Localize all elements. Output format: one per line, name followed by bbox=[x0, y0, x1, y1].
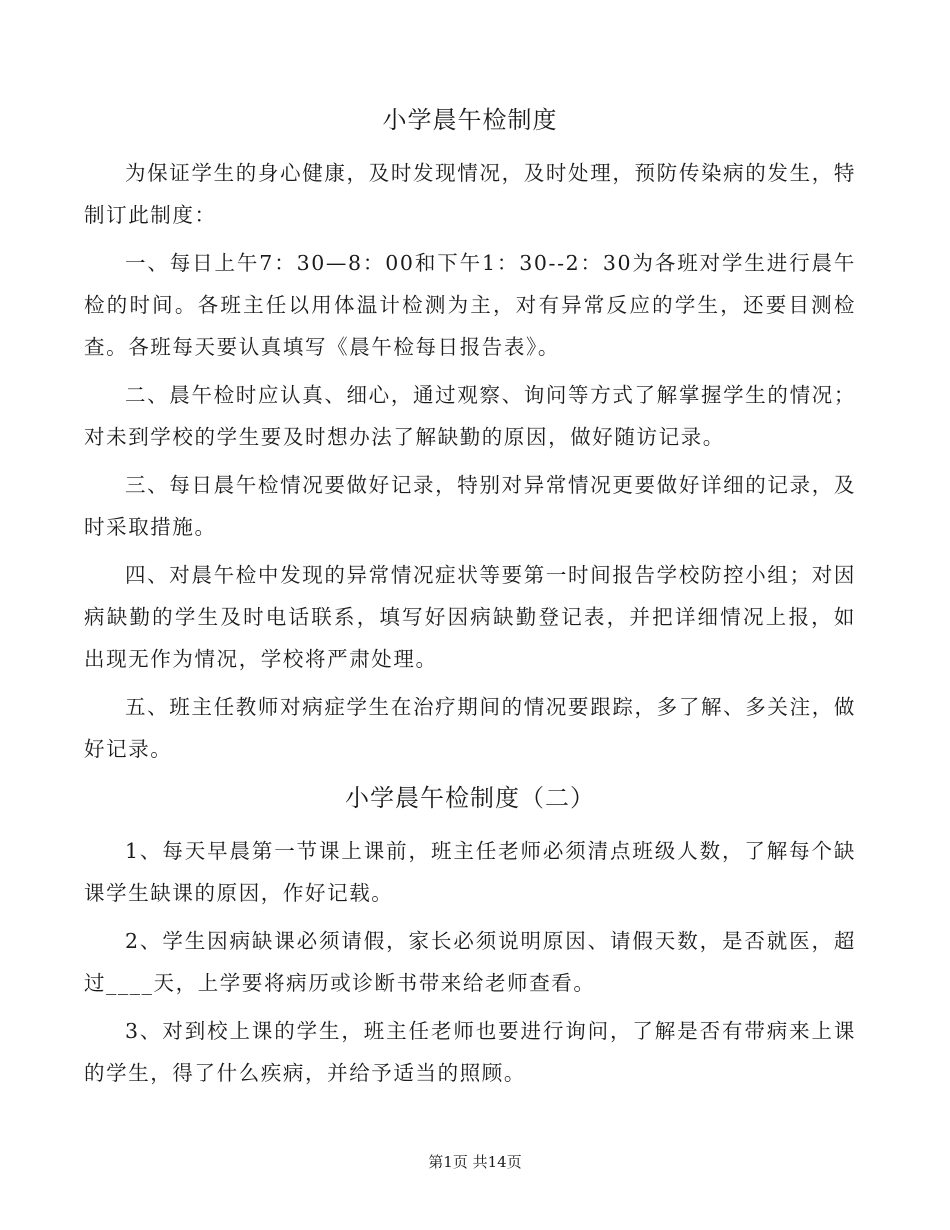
intro-paragraph: 为保证学生的身心健康，及时发现情况，及时处理，预防传染病的发生，特制订此制度： bbox=[84, 161, 856, 227]
rule-item-2: 二、晨午检时应认真、细心，通过观察、询问等方式了解掌握学生的情况；对未到学校的学生要及时想办法了解缺勤的原因，做好随访记录。 bbox=[84, 383, 856, 449]
rule-item-5: 五、班主任教师对病症学生在治疗期间的情况要跟踪，多了解、多关注，做好记录。 bbox=[84, 695, 856, 761]
rule2-item-2: 2、学生因病缺课必须请假，家长必须说明原因、请假天数，是否就医，超过____天，上学要将病历或诊断书带来给老师查看。 bbox=[84, 929, 856, 995]
document-title: 小学晨午检制度 bbox=[382, 106, 558, 134]
rule2-item-1: 1、每天早晨第一节课上课前，班主任老师必须清点班级人数，了解每个缺课学生缺课的原因，作好记载。 bbox=[84, 839, 856, 905]
section-title-2: 小学晨午检制度（二） bbox=[345, 784, 595, 812]
rule-item-1: 一、每日上午7：30—8：00和下午1：30--2：30为各班对学生进行晨午检的时间。各班主任以用体温计检测为主，对有异常反应的学生，还要目测检查。各班每天要认真填写《晨午检每日报告表》。 bbox=[84, 251, 856, 359]
rule-item-3: 三、每日晨午检情况要做好记录，特别对异常情况更要做好详细的记录，及时采取措施。 bbox=[84, 473, 856, 539]
rule2-item-3: 3、对到校上课的学生，班主任老师也要进行询问，了解是否有带病来上课的学生，得了什么疾病，并给予适当的照顾。 bbox=[84, 1019, 856, 1085]
document-body bbox=[84, 100, 856, 1100]
page-number-footer: 第1页 共14页 bbox=[428, 1153, 522, 1171]
rule-item-4: 四、对晨午检中发现的异常情况症状等要第一时间报告学校防控小组；对因病缺勤的学生及时电话联系，填写好因病缺勤登记表，并把详细情况上报，如出现无作为情况，学校将严肃处理。 bbox=[84, 563, 856, 671]
